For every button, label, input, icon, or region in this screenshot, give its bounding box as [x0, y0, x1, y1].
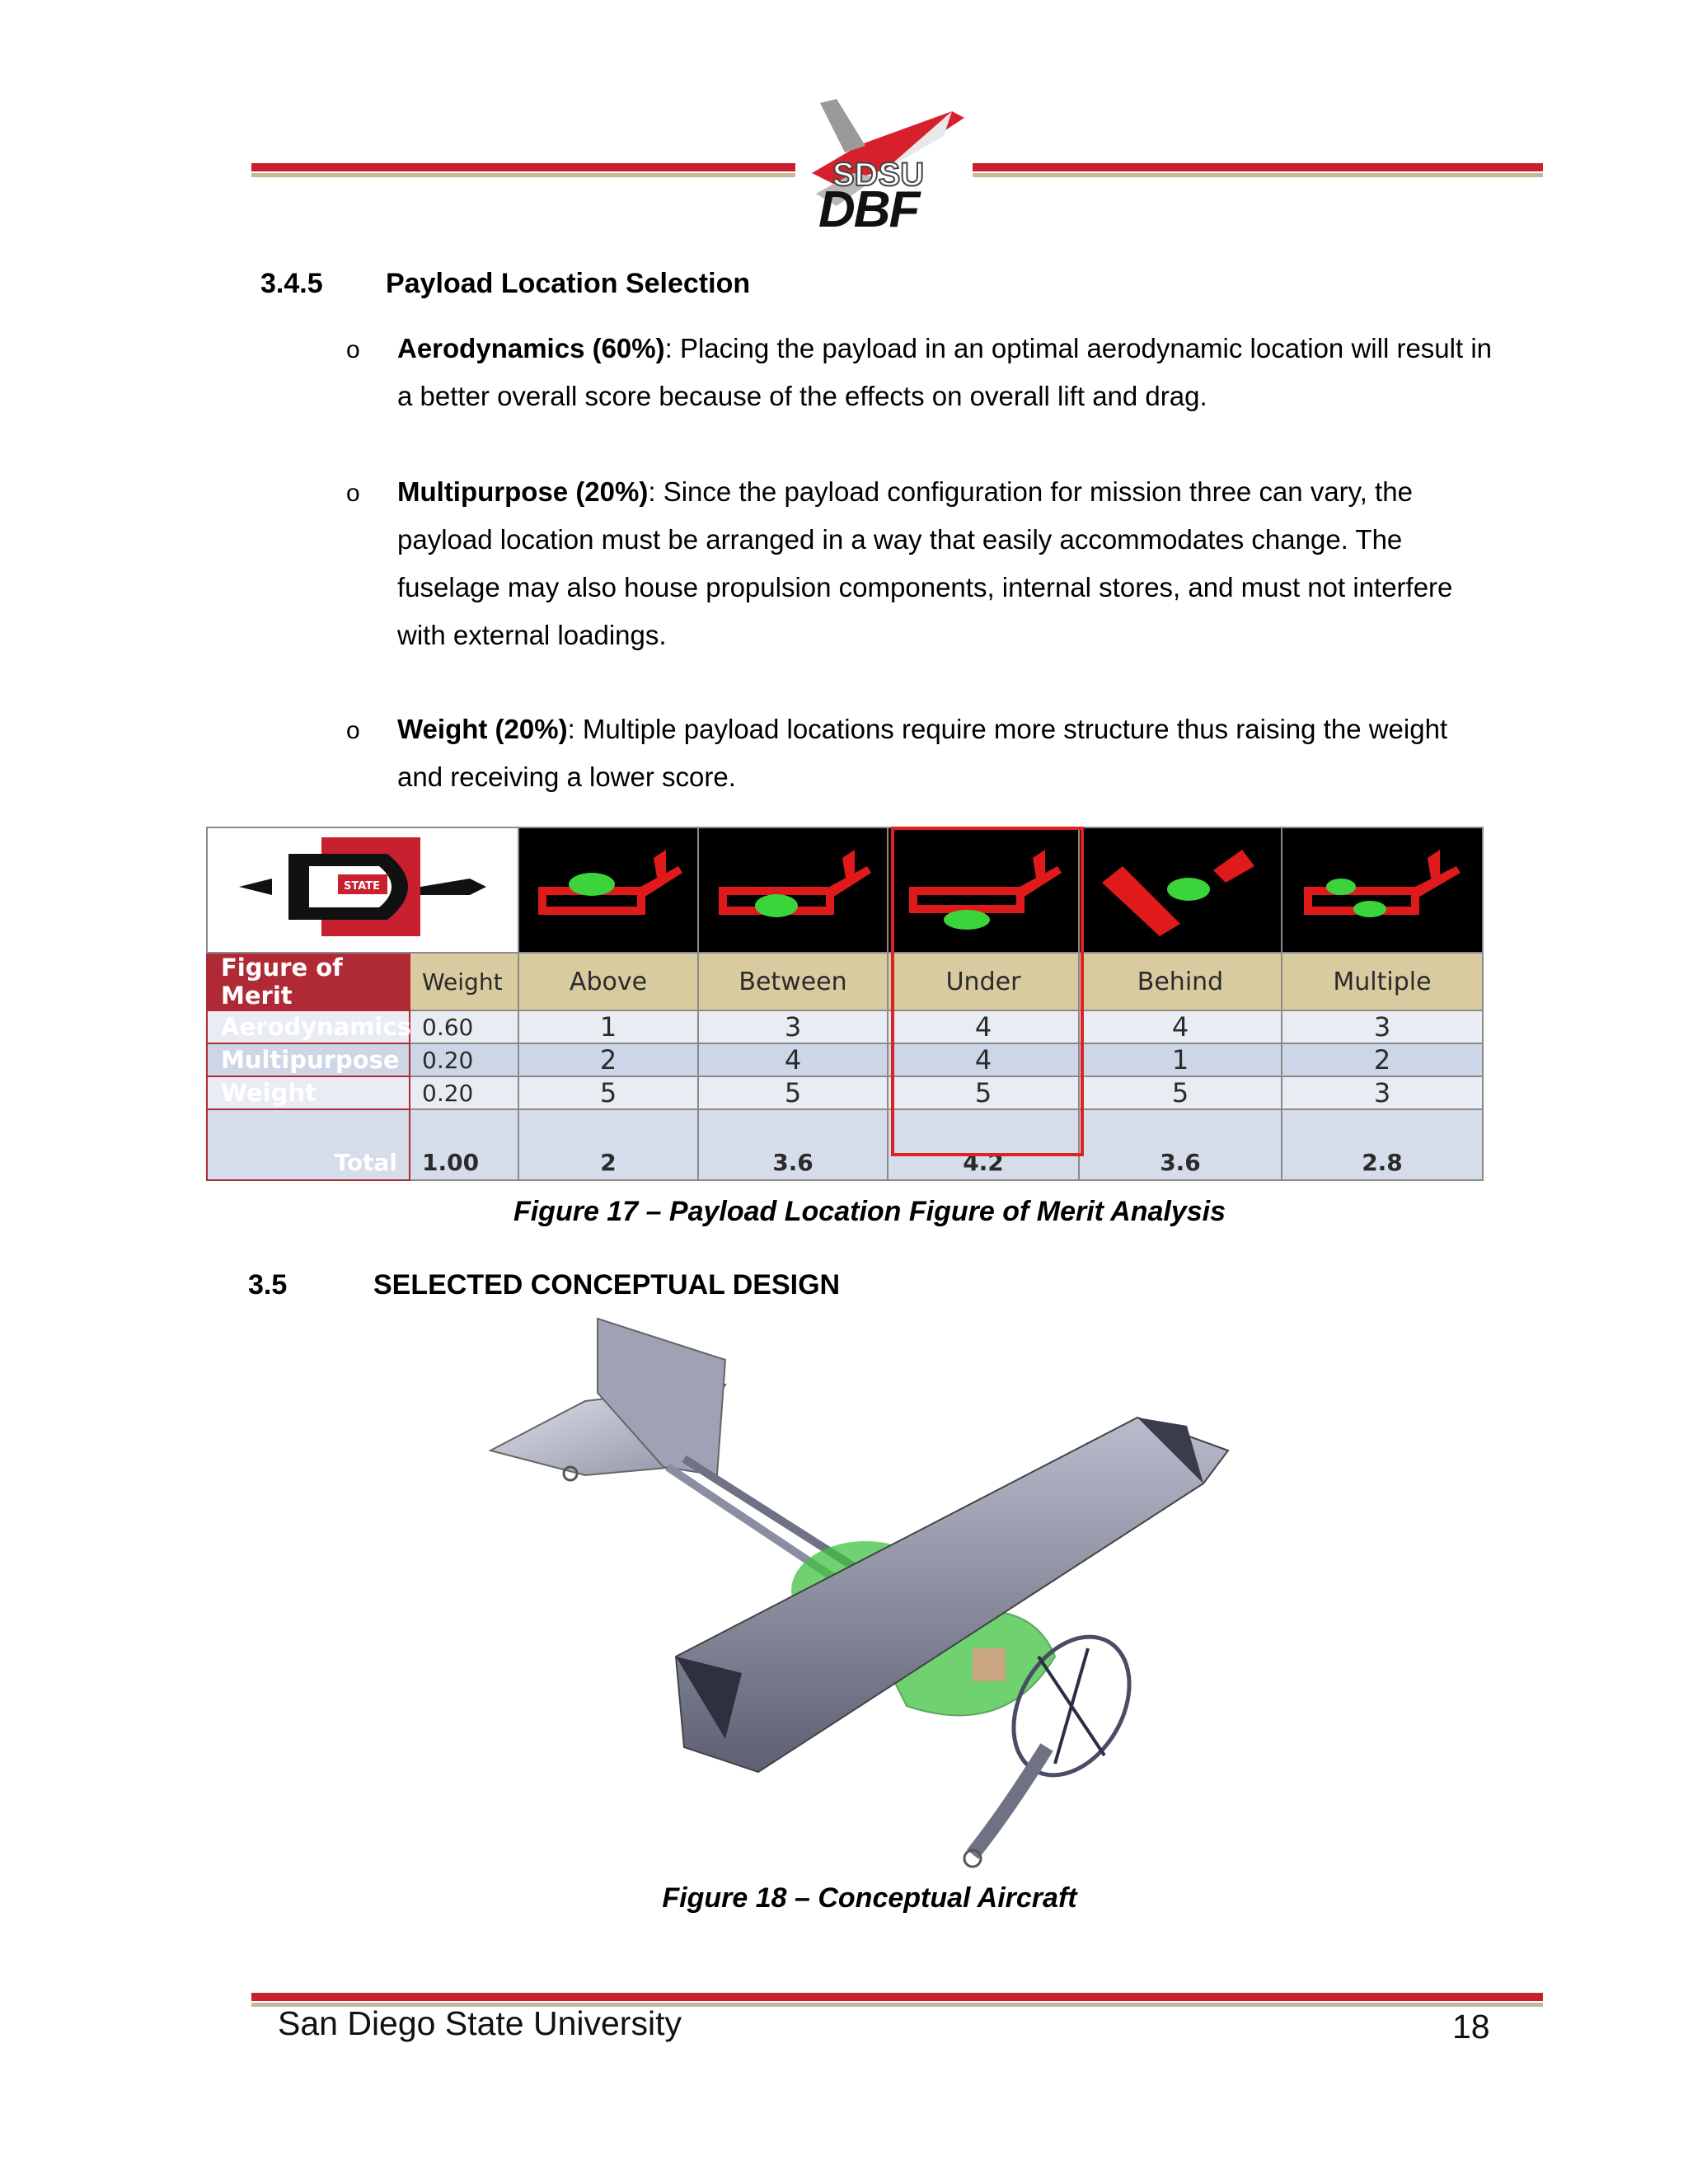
cell: 5: [1079, 1076, 1282, 1109]
bullet-label: Weight (20%): [397, 714, 568, 744]
bullet-text: : Multiple payload locations require more structure thus raising the weight and receiving a lower score.: [397, 714, 1448, 792]
cell: 4: [888, 1043, 1079, 1076]
bullet-aerodynamics: [397, 325, 1493, 420]
section2-number: 3.5: [248, 1269, 288, 1301]
row-weight: 0.20: [410, 1043, 518, 1076]
cell: 1: [1079, 1043, 1282, 1076]
row-weight: 0.20: [410, 1076, 518, 1109]
state-logo-text: STATE: [344, 880, 381, 893]
cell: 3: [1282, 1010, 1483, 1043]
sdsu-dbf-logo: [787, 95, 985, 235]
section-title: Payload Location Selection: [386, 268, 751, 299]
footer-rule: [251, 1993, 1543, 2001]
row-label: Aerodynamics: [207, 1010, 410, 1043]
footer-university: San Diego State University: [278, 2004, 682, 2042]
total-label: Total: [207, 1109, 410, 1180]
payload-above-render: [518, 827, 698, 953]
header-rule-right-tan: [973, 173, 1543, 177]
cell: 3: [1282, 1076, 1483, 1109]
total-weight: 1.00: [410, 1109, 518, 1180]
row-label: Weight: [207, 1076, 410, 1109]
cell: 5: [888, 1076, 1079, 1109]
conceptual-aircraft-render: [478, 1310, 1253, 1887]
page-number: 18: [1452, 2008, 1490, 2046]
bullet-text: : Placing the payload in an optimal aerodynamic location will result in a better overall score because of the effects on overall lift and drag.: [397, 333, 1492, 411]
bullet-multipurpose: [397, 468, 1493, 659]
table-row: [207, 1076, 1483, 1109]
header-rule-right: [973, 163, 1543, 171]
cell: 4: [1079, 1010, 1282, 1043]
bullet-label: Aerodynamics (60%): [397, 333, 665, 363]
bullet-marker: o: [346, 480, 360, 507]
payload-multiple-render: [1282, 827, 1483, 953]
svg-text:DBF: DBF: [818, 181, 919, 235]
bullet-marker: o: [346, 717, 360, 744]
sdsu-state-logo: [207, 827, 518, 953]
table-header-multiple: Multiple: [1282, 953, 1483, 1010]
total-cell: 3.6: [698, 1109, 888, 1180]
bullet-text: : Since the payload configuration for mission three can vary, the payload location must be arranged in a way that easily accommodates change. The fuselage may also house propulsion components, internal stores, and must not interfere with external loadings.: [397, 476, 1453, 650]
cell: 3: [698, 1010, 888, 1043]
cell: 2: [518, 1043, 698, 1076]
row-label: Multipurpose: [207, 1043, 410, 1076]
table-header-under: Under: [888, 953, 1079, 1010]
table-total-row: [207, 1109, 1483, 1180]
svg-text:SDSU: SDSU: [832, 157, 925, 193]
table-row: [207, 1043, 1483, 1076]
total-cell: 2.8: [1282, 1109, 1483, 1180]
table-header-behind: Behind: [1079, 953, 1282, 1010]
cell: 5: [518, 1076, 698, 1109]
header-rule-left: [251, 163, 795, 171]
row-weight: 0.60: [410, 1010, 518, 1043]
figure-of-merit-table: [206, 827, 1482, 1176]
bullet-marker: o: [346, 336, 360, 363]
total-cell: 2: [518, 1109, 698, 1180]
header-rule-left-tan: [251, 173, 795, 177]
cell: 1: [518, 1010, 698, 1043]
total-cell: 4.2: [888, 1109, 1079, 1180]
figure-17-caption: Figure 17 – Payload Location Figure of Merit Analysis: [513, 1196, 1226, 1227]
payload-between-render: [698, 827, 888, 953]
figure-18-caption: Figure 18 – Conceptual Aircraft: [662, 1882, 1077, 1914]
total-cell: 3.6: [1079, 1109, 1282, 1180]
cell: 4: [888, 1010, 1079, 1043]
cell: 5: [698, 1076, 888, 1109]
section-number: 3.4.5: [260, 268, 323, 299]
cell: 4: [698, 1043, 888, 1076]
payload-behind-render: [1079, 827, 1282, 953]
table-header-above: Above: [518, 953, 698, 1010]
cell: 2: [1282, 1043, 1483, 1076]
table-row: [207, 1010, 1483, 1043]
table-header-weight: Weight: [410, 953, 518, 1010]
table-header-fom: Figure of Merit: [207, 953, 410, 1010]
bullet-weight: [397, 705, 1493, 801]
table-header-between: Between: [698, 953, 888, 1010]
payload-under-render: [888, 827, 1079, 953]
section2-title: SELECTED CONCEPTUAL DESIGN: [373, 1269, 841, 1301]
bullet-label: Multipurpose (20%): [397, 476, 649, 507]
